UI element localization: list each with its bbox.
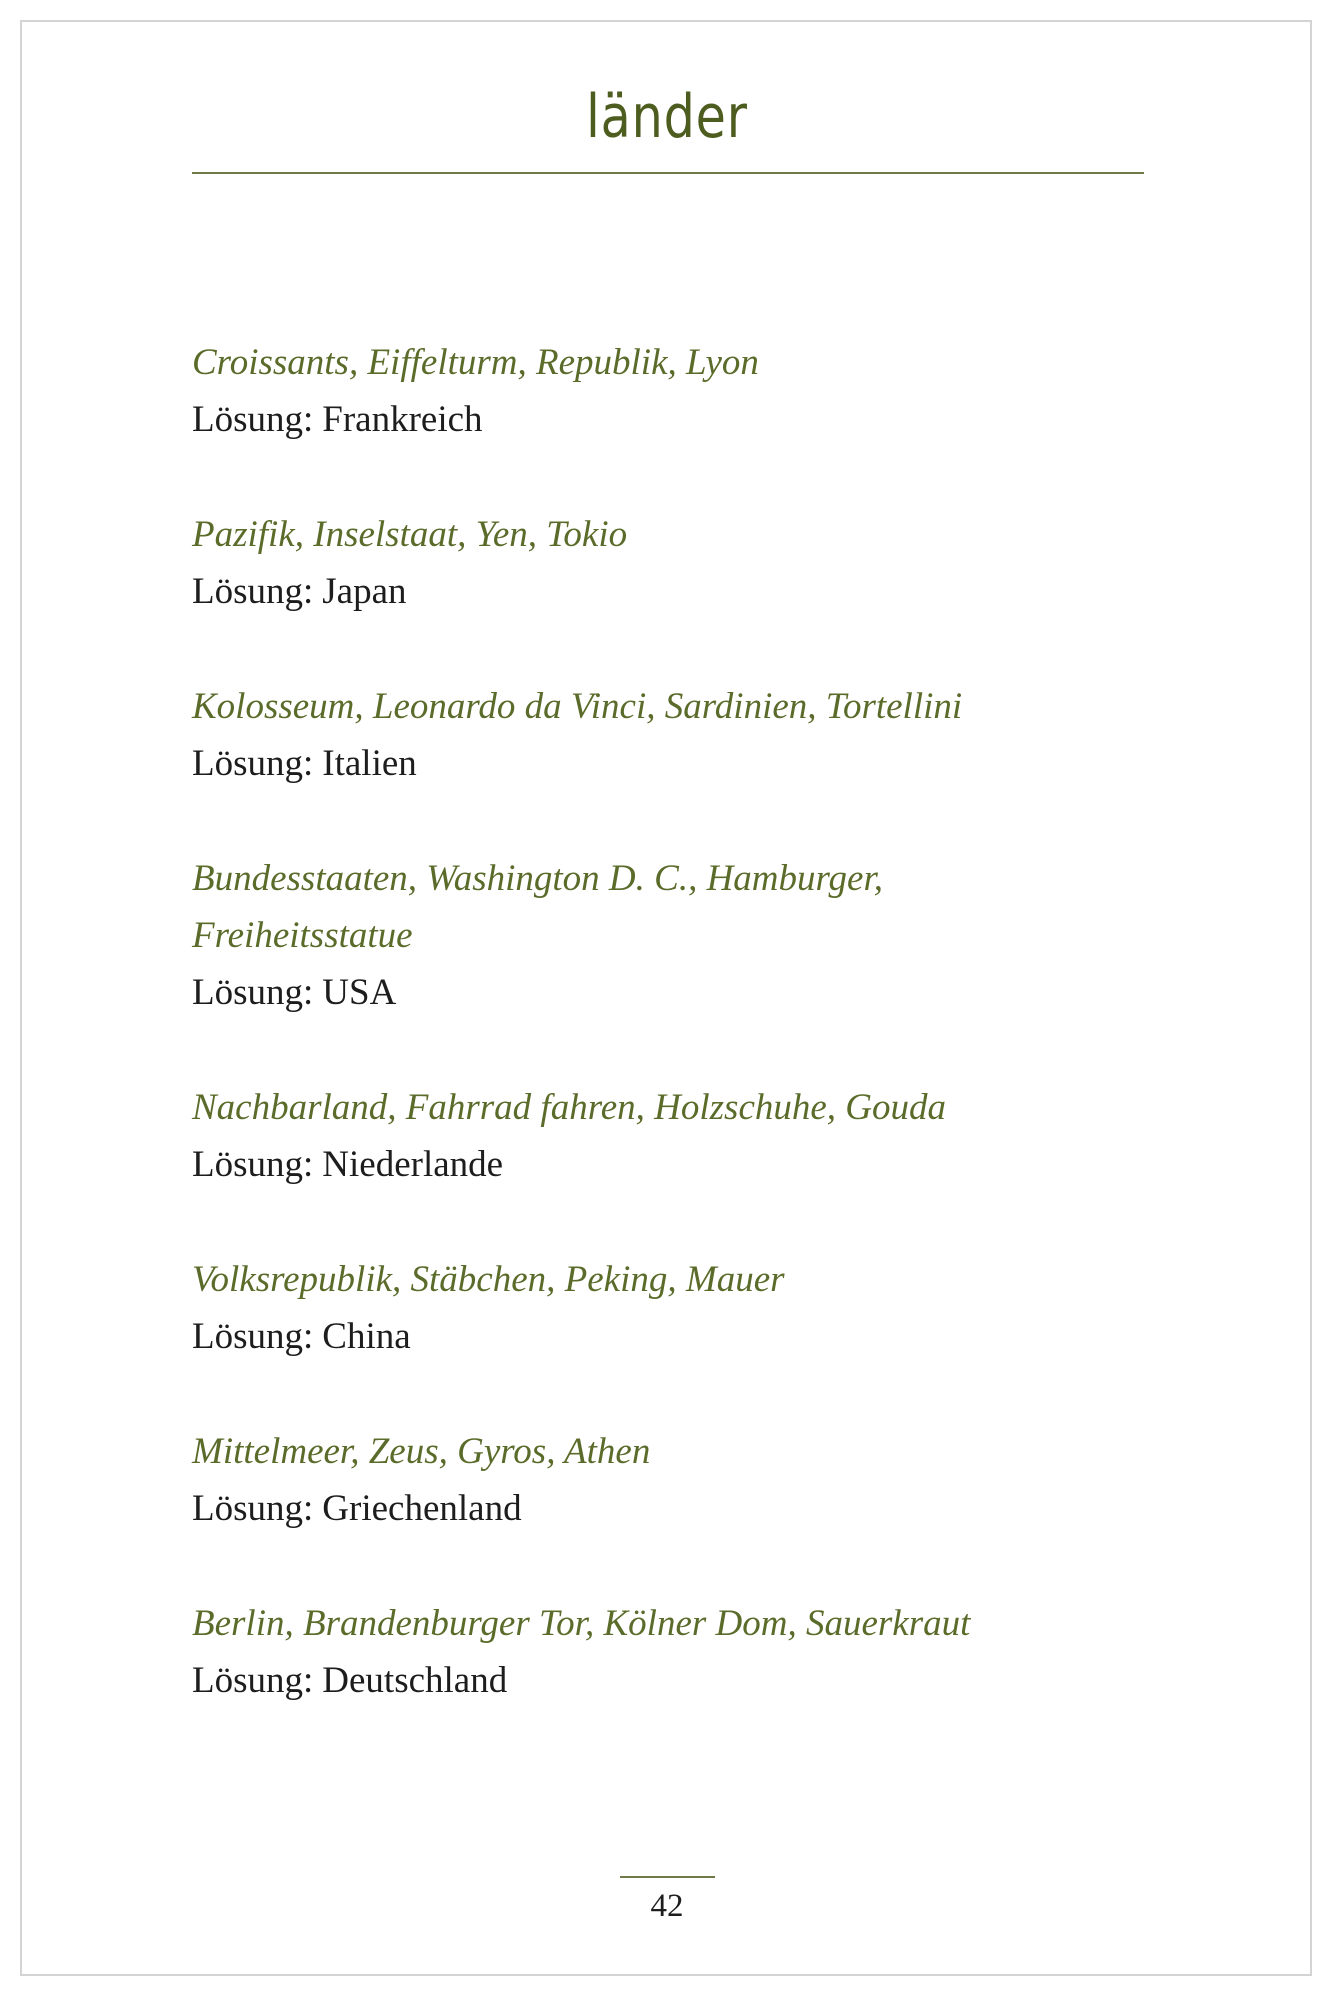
riddle-item (192, 1595, 1144, 1709)
riddle-solution (192, 391, 1144, 448)
title-divider (192, 172, 1144, 174)
solution-answer: Griechenland (322, 1488, 522, 1529)
solution-answer: China (322, 1316, 411, 1357)
solution-answer: Italien (322, 743, 417, 784)
riddle-clue: Volksrepublik, Stäbchen, Peking, Mauer (192, 1259, 785, 1300)
riddle-clue: Berlin, Brandenburger Tor, Kölner Dom, Sauerkraut (192, 1603, 971, 1644)
riddle-solution (192, 563, 1144, 620)
solution-label: Lösung: (192, 399, 314, 440)
riddle-item (192, 506, 1144, 620)
riddle-solution (192, 735, 1144, 792)
riddle-solution (192, 1136, 1144, 1193)
page-title: länder (586, 82, 748, 152)
page-number: 42 (650, 1888, 684, 1924)
solution-label: Lösung: (192, 1144, 314, 1185)
riddle-solution (192, 1308, 1144, 1365)
solution-label: Lösung: (192, 1488, 314, 1529)
riddle-clue: Kolosseum, Leonardo da Vinci, Sardinien, Tortellini (192, 686, 963, 727)
riddle-item (192, 334, 1144, 448)
solution-label: Lösung: (192, 1316, 314, 1357)
riddle-item (192, 1079, 1144, 1193)
solution-label: Lösung: (192, 743, 314, 784)
solution-answer: Niederlande (322, 1144, 504, 1185)
riddle-solution (192, 964, 1144, 1021)
solution-label: Lösung: (192, 571, 314, 612)
riddle-solution (192, 1480, 1144, 1537)
riddle-clue: Nachbarland, Fahrrad fahren, Holzschuhe, Gouda (192, 1087, 947, 1128)
solution-answer: Frankreich (322, 399, 483, 440)
solution-answer: USA (322, 972, 397, 1013)
riddle-item (192, 1251, 1144, 1365)
solution-answer: Japan (322, 571, 407, 612)
riddle-clue: Pazifik, Inselstaat, Yen, Tokio (192, 514, 628, 555)
riddle-item (192, 678, 1144, 792)
solution-label: Lösung: (192, 1660, 314, 1701)
riddle-item (192, 1423, 1144, 1537)
riddle-clue: Bundesstaaten, Washington D. C., Hamburger, Freiheitsstatue (192, 858, 884, 956)
solution-answer: Deutschland (322, 1660, 508, 1701)
riddle-list (192, 334, 1144, 1767)
riddle-solution (192, 1652, 1144, 1709)
solution-label: Lösung: (192, 972, 314, 1013)
riddle-clue: Croissants, Eiffelturm, Republik, Lyon (192, 342, 759, 383)
riddle-item (192, 850, 1144, 1021)
page-number-divider (620, 1876, 715, 1878)
riddle-clue: Mittelmeer, Zeus, Gyros, Athen (192, 1431, 651, 1472)
